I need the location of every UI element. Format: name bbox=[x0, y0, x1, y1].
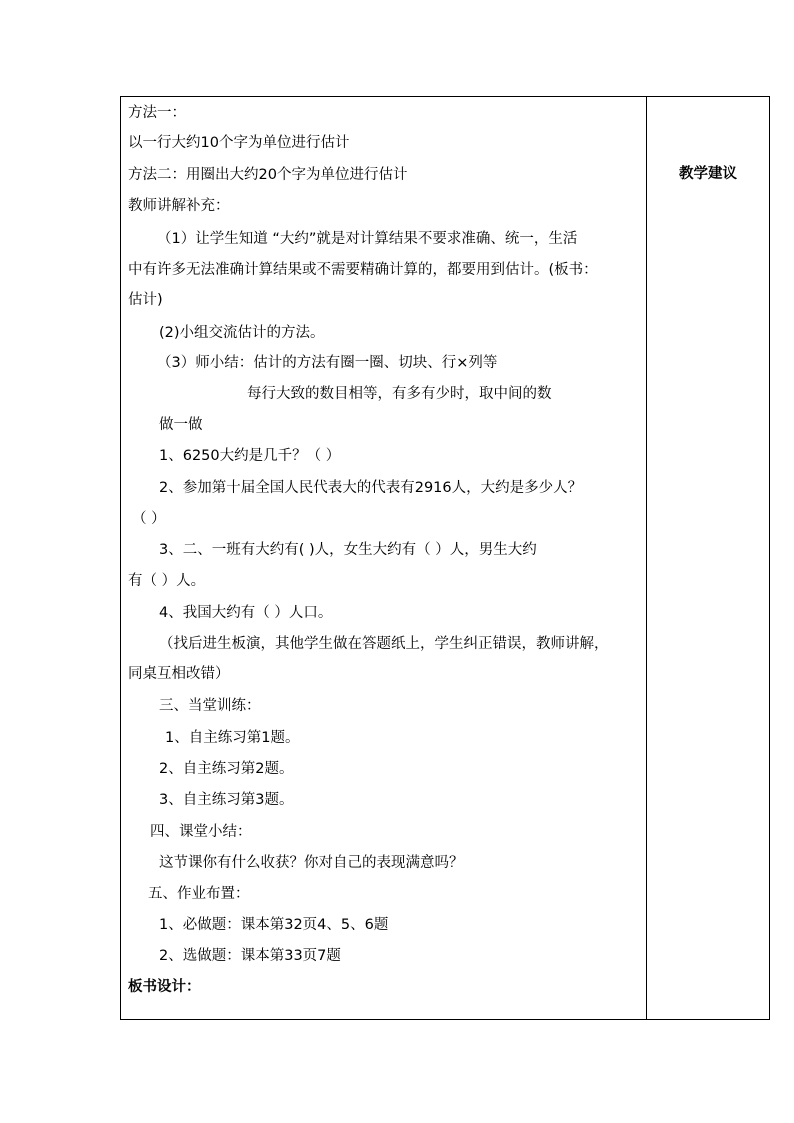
text-line: 3、自主练习第3题。 bbox=[159, 792, 294, 808]
text-line: 2、参加第十届全国人民代表大的代表有2916人，大约是多少人？ bbox=[159, 480, 583, 496]
text-line: （ ） bbox=[132, 511, 166, 527]
text-line: 4、我国大约有（ ）人口。 bbox=[159, 605, 333, 621]
text-line: 有（ ）人。 bbox=[128, 573, 206, 589]
text-line: 中有许多无法准确计算结果或不需要精确计算的，都要用到估计。(板书： bbox=[128, 262, 598, 278]
text-line: 同桌互相改错） bbox=[128, 666, 230, 682]
text-line: 三、当堂训练： bbox=[159, 698, 261, 714]
board-design-heading: 板书设计： bbox=[128, 979, 201, 995]
text-line: 3、二、一班有大约有( )人，女生大约有（ ）人，男生大约 bbox=[159, 542, 537, 558]
teaching-suggestion-heading: 教学建议 bbox=[679, 166, 737, 182]
text-line: 教师讲解补充： bbox=[128, 198, 230, 214]
text-line: 方法二：用圈出大约20个字为单位进行估计 bbox=[128, 167, 408, 183]
text-line: 做一做 bbox=[159, 417, 203, 433]
text-line: 方法一： bbox=[128, 105, 186, 121]
text-line: （找后进生板演，其他学生做在答题纸上，学生纠正错误，教师讲解， bbox=[159, 636, 609, 652]
text-line: 估计) bbox=[128, 292, 163, 308]
text-line: (2)小组交流估计的方法。 bbox=[159, 325, 325, 341]
column-divider bbox=[646, 97, 647, 1019]
text-line: （1）让学生知道 “大约”就是对计算结果不要求准确、统一，生活 bbox=[157, 231, 578, 247]
text-line: 每行大致的数目相等，有多有少时，取中间的数 bbox=[247, 386, 552, 402]
text-line: 以一行大约10个字为单位进行估计 bbox=[128, 135, 350, 151]
lesson-plan-table bbox=[120, 96, 770, 1020]
text-line: 这节课你有什么收获？你对自己的表现满意吗？ bbox=[159, 855, 464, 871]
text-line: 2、选做题：课本第33页7题 bbox=[159, 948, 341, 964]
text-line: （3）师小结：估计的方法有圈一圈、切块、行×列等 bbox=[157, 355, 498, 371]
text-line: 1、6250大约是几千？（ ） bbox=[159, 448, 341, 464]
text-line: 1、自主练习第1题。 bbox=[165, 730, 300, 746]
text-line: 1、必做题：课本第32页4、5、6题 bbox=[159, 917, 389, 933]
text-line: 2、自主练习第2题。 bbox=[159, 761, 294, 777]
text-line: 四、课堂小结： bbox=[150, 824, 252, 840]
text-line: 五、作业布置： bbox=[148, 886, 250, 902]
